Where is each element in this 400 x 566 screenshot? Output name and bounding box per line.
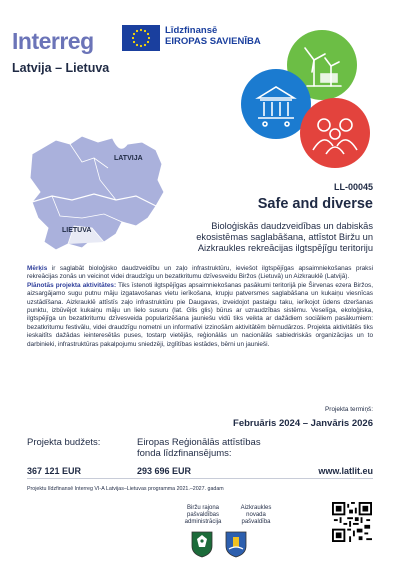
project-description	[27, 265, 373, 349]
budget-value: 367 121 EUR	[27, 466, 82, 476]
goal-paragraph	[27, 265, 373, 282]
term-label: Projekta termiņš:	[325, 406, 373, 413]
aizkraukle-crest-icon	[224, 530, 248, 558]
people-community-icon	[300, 98, 370, 168]
website-link[interactable]: www.latlit.eu	[318, 466, 373, 476]
divider	[27, 478, 373, 479]
budget-label: Projekta budžets:	[27, 437, 101, 448]
term-value: Februāris 2024 – Janvāris 2026	[233, 418, 373, 429]
goal-text: ir saglabāt bioloģisko daudzveidību un zaļo infrastruktūru, ieviešot ilgtspējīgas apsaimniekošanas praksi rekreācijas zonās un veicinot videi draudzīgu un bezatkritumu dzīvesveidu Biržos (Lietuvā) un Aizkrauklē (Latvijā).	[27, 265, 373, 281]
fund-value: 293 696 EUR	[137, 466, 192, 476]
partner-aizkraukle: Aizkraukles novada pašvaldība	[240, 505, 272, 525]
goal-label: Mērķis	[27, 265, 48, 272]
project-subtitle: Bioloģiskās daudzveidības un dabiskās ekosistēmas saglabāšana, attīstot Biržu un Aizkraukles rekreācijas ilgtspējīgu teritoriju	[196, 221, 373, 253]
activities-paragraph	[27, 282, 373, 349]
map-label-latvia: LATVIJA	[114, 155, 143, 162]
eu-line-2: EIROPAS SAVIENĪBA	[165, 36, 261, 47]
partner-birzai: Biržu rajona pašvaldības administrācija	[184, 505, 222, 525]
eu-line-1: Līdzfinansē	[165, 25, 218, 36]
interreg-logo: Interreg	[12, 28, 94, 54]
map-label-lithuania: LIETUVA	[62, 227, 92, 234]
footnote: Projektu līdzfinansē Interreg VI-A Latvijas–Lietuvas programma 2021.–2027. gadam	[27, 486, 224, 492]
latvia-lithuania-map	[12, 130, 170, 258]
qr-code-icon[interactable]	[332, 502, 372, 542]
project-title: Safe and diverse	[257, 196, 373, 212]
eu-flag-icon	[122, 25, 160, 51]
project-code: LL-00045	[333, 182, 373, 192]
activities-label: Plānotās projekta aktivitātes:	[27, 281, 117, 289]
fund-label: Eiropas Reģionālās attīstības fonda līdzfinansējums:	[137, 437, 261, 459]
eu-cofinancing-label	[165, 25, 261, 47]
activities-text: Tiks īstenoti ilgtspējīgas apsaimniekošanas pasākumi teritorijā pie Širvenas ezera Biržos, aizsargājamo sugu putnu māju izgatavošanas vietu ierīkošana, krupju patversmes saglabāšana un kukaiņu viesnīcas uzstādīšana. Aizkrauklē attīstīs zaļo infrastruktūru pie Daugavas, izveidojot pastaigu taku, ierīkojot ūdens dzeršanas punktu, izbūvējot kukaiņu māju un lielo susuru (lat. Glis glis) būrus ar uzraudzības sistēmu. Veselīga, ekoloģiska, ilgtspējīga un bezatkritumu dzīvesveida popularizēšana jauniešu vidū tiks veikta ar dažādiem sociāliem pasākumiem: bezatkritumu festivālu, videi draudzīgu nometni un informatīvi izzinošām aktivitātēm bērnudārzos. Projekta aktivitātēs tiks ieskaitīts dažādas ieinteresētās puses, tostarp vietējās, reģionālās un nacionālās sabiedriskās organizācijas un to darbinieki, infrastruktūras pakalpojumu sniedzēji, izglītības iestādes, bērni un jaunieši.	[27, 281, 373, 348]
birzai-crest-icon	[190, 530, 214, 558]
program-name: Latvija – Lietuva	[12, 61, 110, 75]
